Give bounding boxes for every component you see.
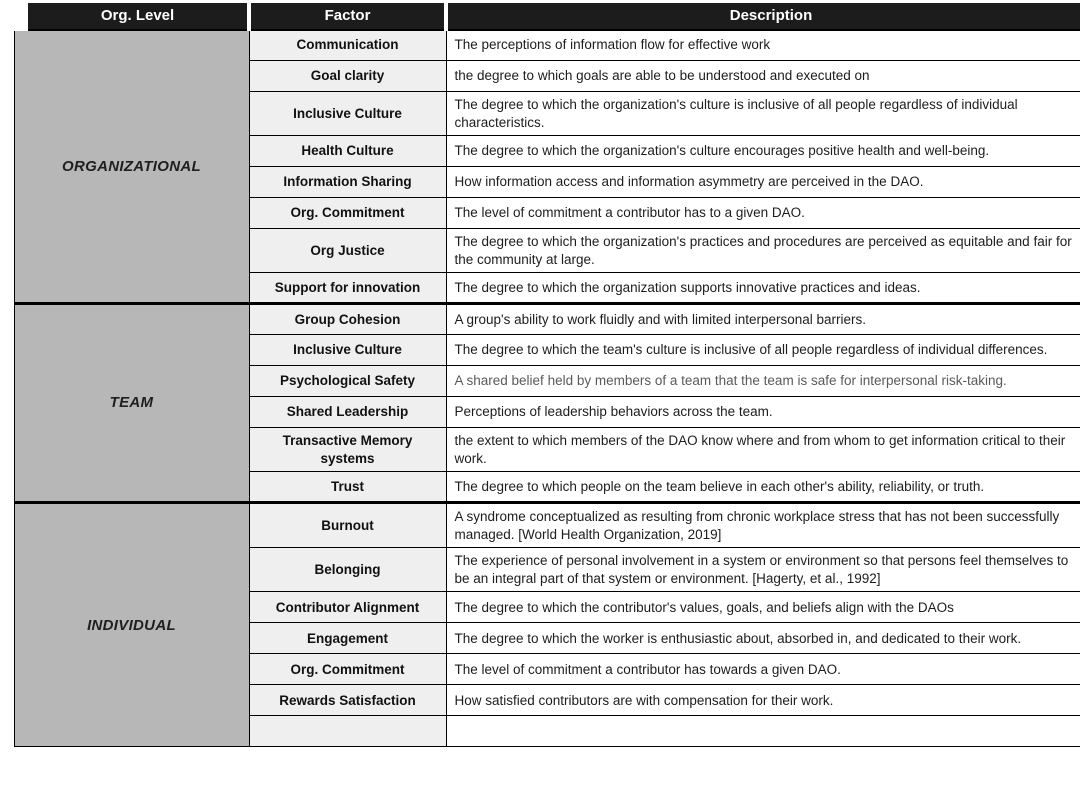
description-cell: How information access and information asymmetry are perceived in the DAO. — [446, 167, 1080, 198]
factor-cell: Rewards Satisfaction — [249, 685, 446, 716]
description-cell: A group's ability to work fluidly and with limited interpersonal barriers. — [446, 304, 1080, 335]
description-cell — [446, 716, 1080, 747]
description-cell: Perceptions of leadership behaviors across the team. — [446, 397, 1080, 428]
factor-cell: Group Cohesion — [249, 304, 446, 335]
description-cell: The degree to which the worker is enthusiastic about, absorbed in, and dedicated to their work. — [446, 623, 1080, 654]
description-cell: The degree to which the organization's culture is inclusive of all people regardless of individual characteristics. — [446, 92, 1080, 136]
description-cell: A syndrome conceptualized as resulting from chronic workplace stress that has not been successfully managed. [World Health Organization, 2019] — [446, 503, 1080, 548]
description-cell: The level of commitment a contributor has towards a given DAO. — [446, 654, 1080, 685]
factor-cell: Inclusive Culture — [249, 335, 446, 366]
factor-cell: Information Sharing — [249, 167, 446, 198]
factor-cell: Org Justice — [249, 229, 446, 273]
factor-cell: Org. Commitment — [249, 198, 446, 229]
factor-cell: Psychological Safety — [249, 366, 446, 397]
factor-cell — [249, 716, 446, 747]
table-row — [14, 503, 1080, 548]
header-row — [14, 2, 1080, 30]
factor-cell: Engagement — [249, 623, 446, 654]
column-header-factor: Factor — [249, 2, 446, 30]
description-cell: The level of commitment a contributor has to a given DAO. — [446, 198, 1080, 229]
org-level-cell: TEAM — [14, 304, 249, 503]
factor-cell: Burnout — [249, 503, 446, 548]
factor-cell: Trust — [249, 472, 446, 503]
description-cell: The perceptions of information flow for effective work — [446, 30, 1080, 61]
factor-cell: Health Culture — [249, 136, 446, 167]
factor-cell: Goal clarity — [249, 61, 446, 92]
description-cell: The degree to which the organization's culture encourages positive health and well-being. — [446, 136, 1080, 167]
column-header-description: Description — [446, 2, 1080, 30]
column-header-org-level: Org. Level — [14, 2, 249, 30]
description-cell: The degree to which the team's culture is inclusive of all people regardless of individual differences. — [446, 335, 1080, 366]
table-row — [14, 30, 1080, 61]
description-cell: The degree to which the contributor's values, goals, and beliefs align with the DAOs — [446, 592, 1080, 623]
description-cell: The degree to which people on the team believe in each other's ability, reliability, or truth. — [446, 472, 1080, 503]
description-cell: The degree to which the organization's practices and procedures are perceived as equitable and fair for the community at large. — [446, 229, 1080, 273]
factor-cell: Inclusive Culture — [249, 92, 446, 136]
description-cell: The degree to which the organization supports innovative practices and ideas. — [446, 273, 1080, 304]
factor-cell: Communication — [249, 30, 446, 61]
description-cell: The experience of personal involvement in a system or environment so that persons feel themselves to be an integral part of that system or environment. [Hagerty, et al., 1992] — [446, 548, 1080, 592]
description-cell: the degree to which goals are able to be understood and executed on — [446, 61, 1080, 92]
factor-cell: Support for innovation — [249, 273, 446, 304]
description-cell: How satisfied contributors are with compensation for their work. — [446, 685, 1080, 716]
org-level-cell: ORGANIZATIONAL — [14, 30, 249, 304]
factor-cell: Belonging — [249, 548, 446, 592]
factor-cell: Org. Commitment — [249, 654, 446, 685]
description-cell: A shared belief held by members of a team that the team is safe for interpersonal risk-taking. — [446, 366, 1080, 397]
factor-cell: Transactive Memory systems — [249, 428, 446, 472]
table-row — [14, 304, 1080, 335]
factor-cell: Shared Leadership — [249, 397, 446, 428]
org-level-cell: INDIVIDUAL — [14, 503, 249, 747]
description-cell: the extent to which members of the DAO know where and from whom to get information critical to their work. — [446, 428, 1080, 472]
factor-cell: Contributor Alignment — [249, 592, 446, 623]
